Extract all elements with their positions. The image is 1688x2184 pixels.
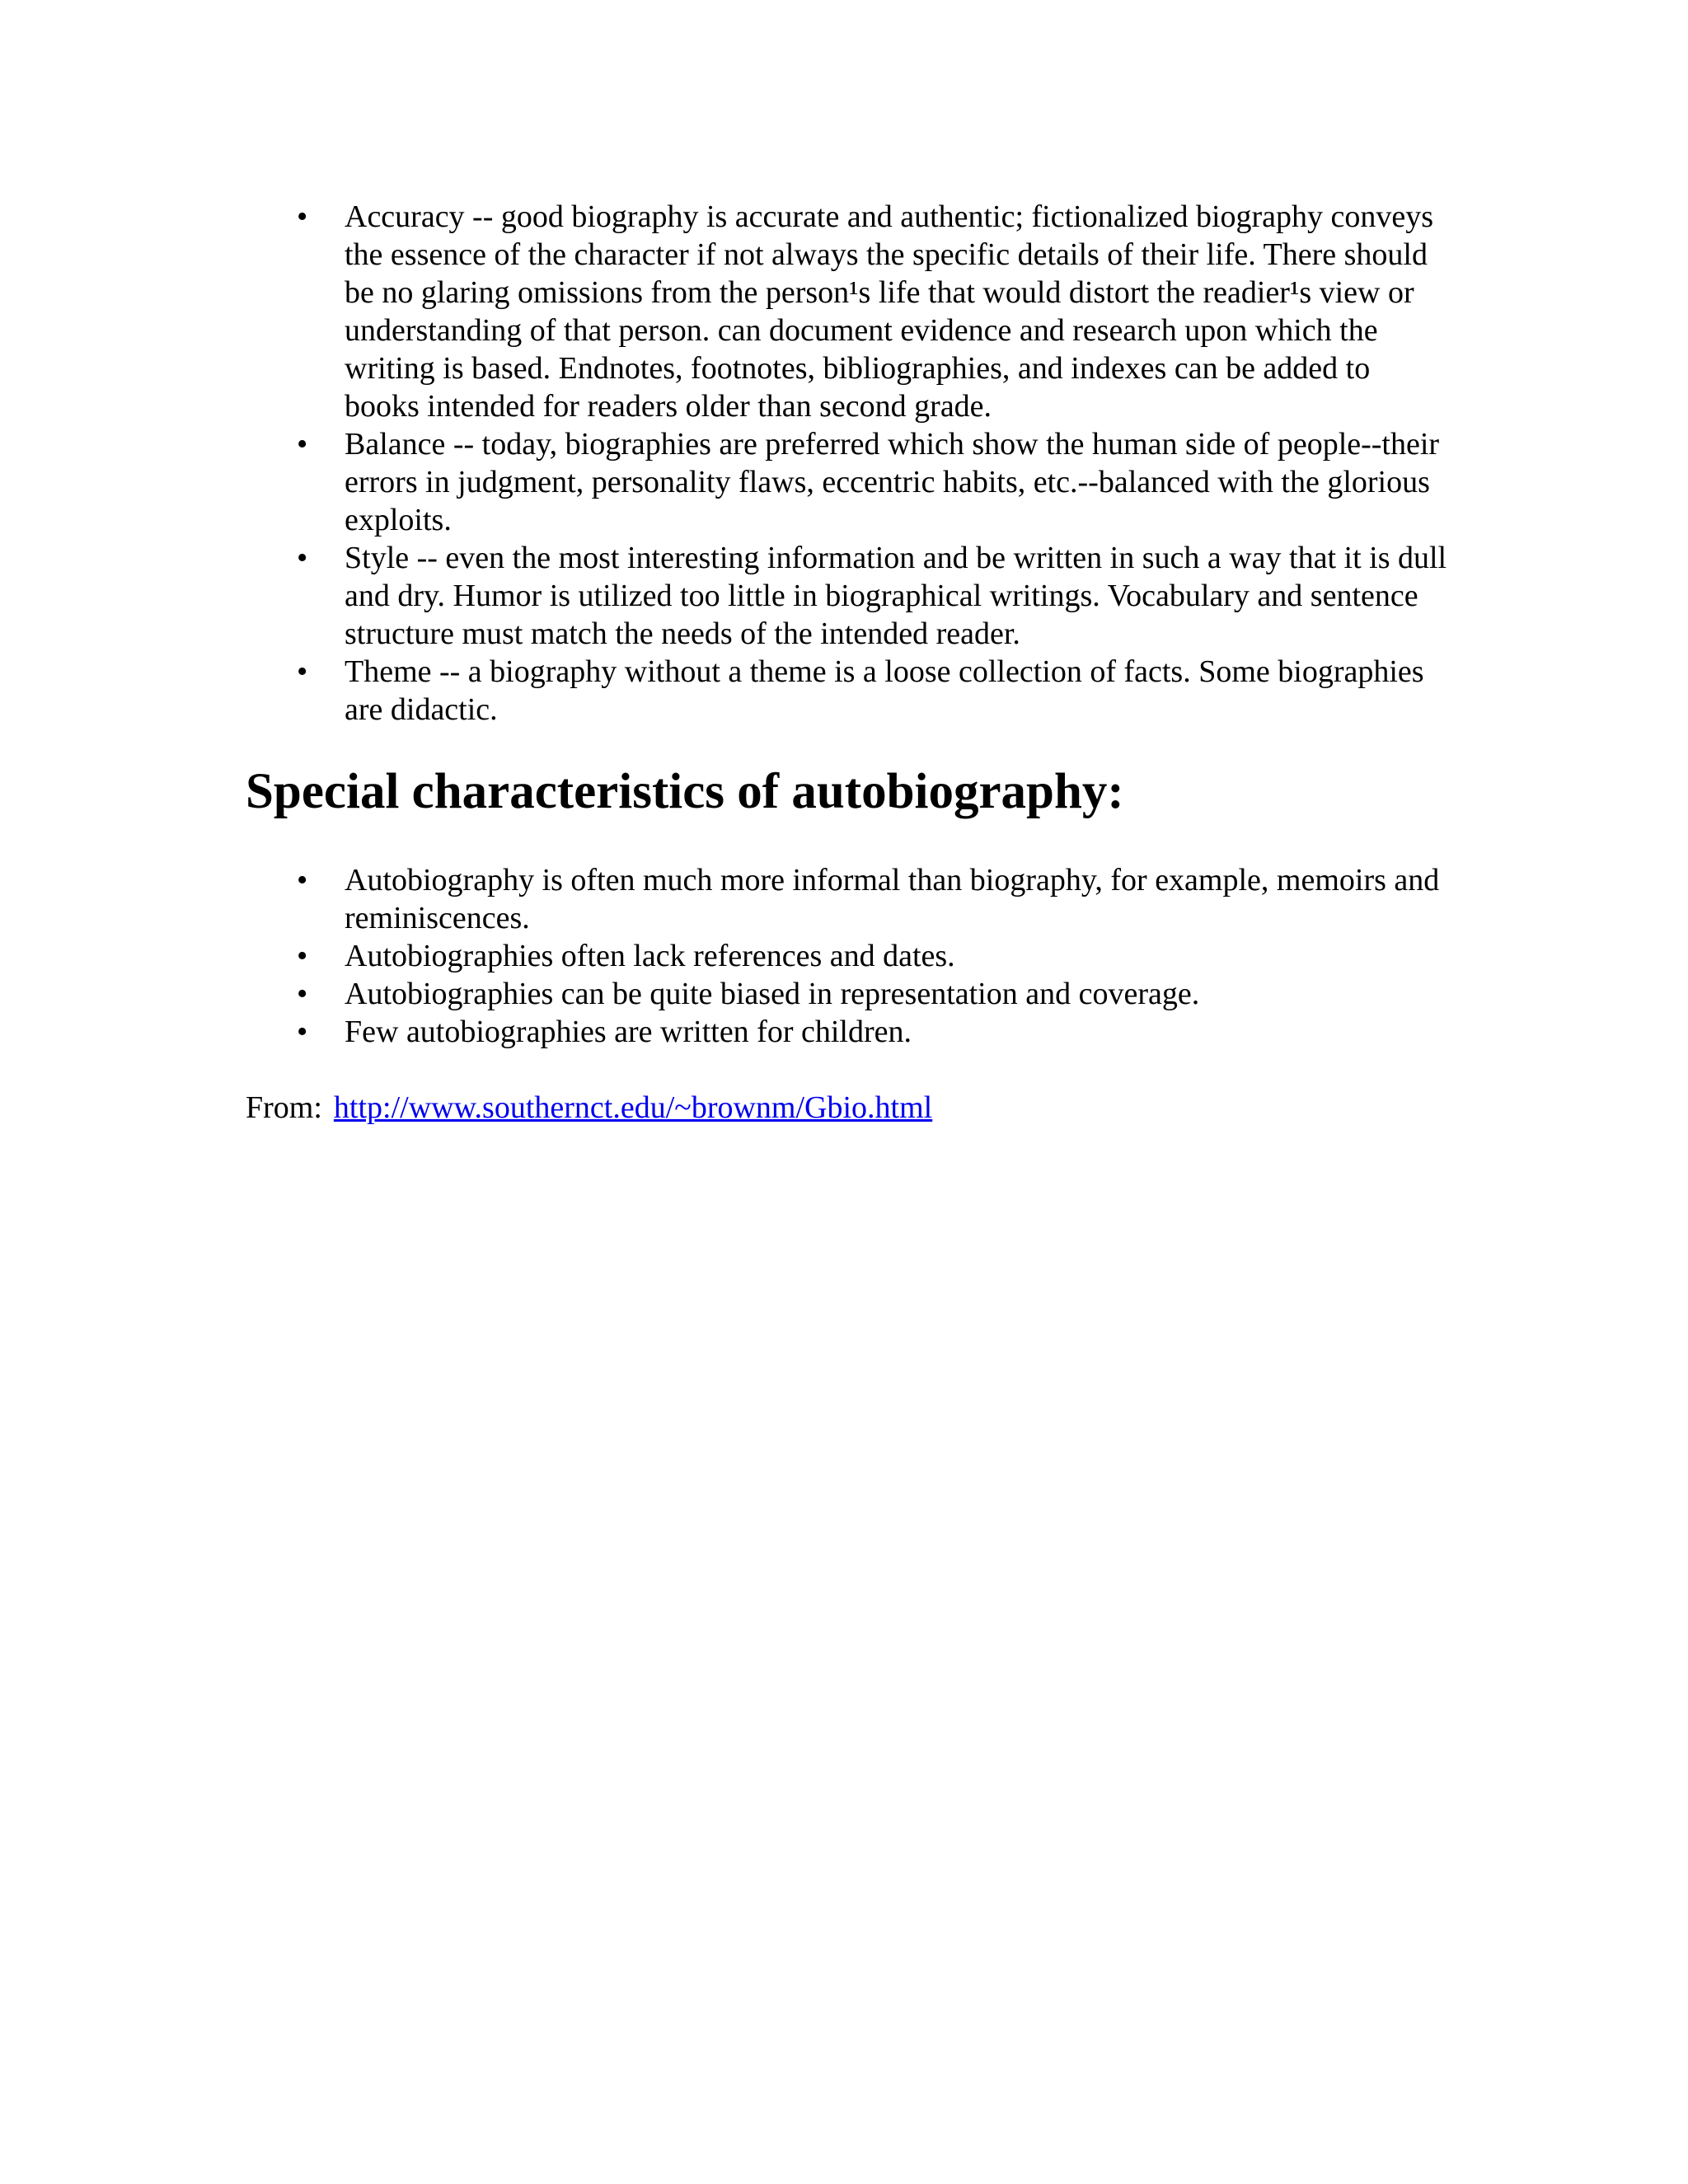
list-item bbox=[246, 653, 1449, 729]
list-item bbox=[246, 198, 1449, 425]
bullet-icon: • bbox=[297, 654, 308, 689]
list-item bbox=[246, 975, 1449, 1013]
bullet-icon: • bbox=[297, 199, 308, 234]
bullet-icon: • bbox=[297, 427, 308, 462]
source-citation bbox=[246, 1089, 932, 1127]
list-item bbox=[246, 1013, 1449, 1051]
list-item-text: Theme -- a biography without a theme is a loose collection of facts. Some biographies are didactic. bbox=[345, 654, 1424, 727]
list-item-text: Balance -- today, biographies are preferred which show the human side of people--their errors in judgment, personality flaws, eccentric habits, etc.--balanced with the glorious exploits. bbox=[345, 427, 1440, 537]
bullet-icon: • bbox=[297, 541, 308, 575]
list-item-text: Autobiographies often lack references and dates. bbox=[345, 939, 955, 973]
list-item-text: Accuracy -- good biography is accurate and authentic; fictionalized biography conveys the essence of the character if not always the specific details of their life. There should be no glaring omissions from the person¹s life that would distort the readier¹s view or understanding of that person. can document evidence and research upon which the writing is based. Endnotes, footnotes, bibliographies, and indexes can be added to books intended for readers older than second grade. bbox=[345, 199, 1434, 424]
list-item-text: Autobiography is often much more informal than biography, for example, memoirs and reminiscences. bbox=[345, 863, 1440, 935]
list-item bbox=[246, 425, 1449, 539]
bullet-icon: • bbox=[297, 939, 308, 973]
list-item bbox=[246, 937, 1449, 975]
list-item bbox=[246, 861, 1449, 937]
autobiography-points-list bbox=[246, 861, 1449, 1051]
bullet-icon: • bbox=[297, 863, 308, 898]
source-link[interactable]: http://www.southernct.edu/~brownm/Gbio.html bbox=[333, 1090, 933, 1125]
list-item bbox=[246, 539, 1449, 653]
biography-criteria-list bbox=[246, 198, 1449, 729]
section-heading: Special characteristics of autobiography: bbox=[246, 764, 1124, 819]
bullet-icon: • bbox=[297, 977, 308, 1011]
bullet-icon: • bbox=[297, 1015, 308, 1049]
source-label: From: bbox=[246, 1090, 322, 1125]
list-item-text: Autobiographies can be quite biased in representation and coverage. bbox=[345, 977, 1200, 1011]
list-item-text: Few autobiographies are written for children. bbox=[345, 1015, 912, 1049]
list-item-text: Style -- even the most interesting information and be written in such a way that it is dull and dry. Humor is utilized too little in biographical writings. Vocabulary and sentence structure must match the needs of the intended reader. bbox=[345, 541, 1447, 651]
